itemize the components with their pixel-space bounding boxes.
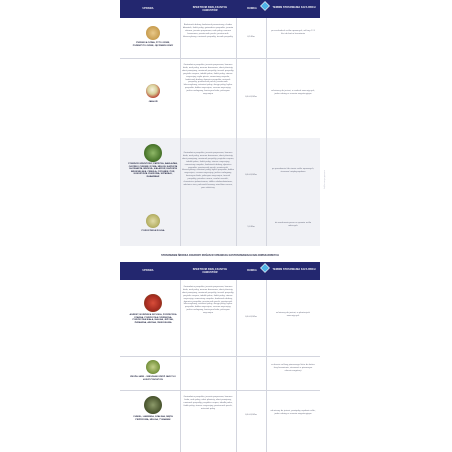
table1-header [120,0,320,18]
crop-photo-apple [146,84,160,98]
term-text: po posadzeniu lub siewie roślin uprawnych, stosować międzyrzędowo [271,168,315,173]
dose-value: 0,6–0,8 l/ha [245,96,257,98]
header-term: TERMIN STOSOWANIA FAZA BBCH [272,268,316,271]
spectrum-text: Bodziszek drobny, bodziszek porozcinany, chaber bławatek, fiołek polny, gwiazdnica pospolita, jasnota różowa, jasnota purpurowa, mak polny, maruna bezwonna, przetacznik perski, przetacznik bluszczykowy, rumianek pospolity, tasznik pospolity [182,24,234,38]
spectrum-text: Gwiazdnica pospolita, jasnota purpurowa, komosa biała, mak polny, rdest plamisty, rdest powojowy, rumianek pospolity, przytulia czepna, tobołki polne, fiołek polny, starzec zwyczajny, przetacznik perski, ostrożeń polny [183,396,233,410]
crop-name: AGREST, BORÓWKA WYSOKA, PORZECZKA CZARNA, PORZECZKA CZERWONA, PORZECZKA BIAŁA, MALINA, JEŻYNA, ŻURAWINA, ARONIA, ŚWIDOŚLIWA [129,314,177,324]
crop-photo-herbs [144,396,162,414]
header-term: TERMIN STOSOWANIA FAZA BBCH [272,6,316,9]
header-spectrum: SPEKTRUM ZWALCZANYCH CHWASTÓW [192,6,228,12]
term-text: w okresie od fazy pierwszego liścia do końca fazy krzewienia, stosować w pierwszym okresie wegetacji [271,364,315,372]
header-dose: DAWKA [247,269,257,272]
badge-icon [260,263,270,273]
dose-value: 1,0 l/ha [247,226,255,228]
crop-name: JABŁOŃ [148,101,158,103]
header-spectrum: SPEKTRUM ZWALCZANYCH CHWASTÓW [192,268,228,274]
crop-name: PSZENICA OZIMA, ŻYTO OZIME, PSZENŻYTO OZIME, JĘCZMIEŃ OZIMY [132,42,174,47]
spectrum-text: Gwiazdnica pospolita, jasnota purpurowa, komosa biała, mak polny, maruna bezwonna, rdest plamisty, rdest powojowy, rumianek pospolity, tasznik pospolity, przytulia czepna, tobołki polne, fiołek polny, starzec zwyczajny, wyka ptasia, samosiewy rzepaku, bodziszek drobny, dymnica pospolita, mniszek pospolity, przetacznik perski, przetacznik bluszczykowy, ostrożeń polny, skrzyp polny, bylica pospolita, babka zwyczajna, szczaw zwyczajny, jaskier rozłogowy, koniczyna biała, pokrzywa zwyczajna [182,64,234,96]
term-text: do zwalczania perzu w uprawie roślin rolniczych [274,222,312,227]
table2-row-3 [120,390,320,452]
term-text: od wiosny do jesieni, w sadach owocujących, jedno zabieg w sezonie wegetacyjnym [271,90,315,95]
header-dose: DAWKA [247,7,257,10]
badge-icon [260,1,270,11]
table1-row-2 [120,58,320,138]
table2-title: STOSOWANIE ŚRODKA OCHRONY ROŚLIN W UPRAWACH ZASTOSOWANIACH MAŁOOBSZAROWYCH [161,254,279,257]
table2-header [120,262,320,280]
table1-row-4 [120,210,320,246]
dose-value: 0,6–0,8 l/ha [245,414,257,416]
crop-name: POROSTNICA ROLNA [141,230,165,232]
header-crop: UPRAWA [142,7,154,10]
table1-row-3 [120,138,320,210]
crop-name: ZBOŻA JARE – MIESZANKI ZBÓŻ JARYCH I ŁUSZCZYNOWYCH [130,376,176,381]
dose-value: 0,6–0,8 l/ha [245,316,257,318]
crop-photo-vegetables [144,144,162,162]
crop-photo-berries [144,294,162,312]
crop-name: CHMIEL, LAWENDA, SZAŁWIA, MIĘTA PIEPRZOWA, MELISA, TYMIANEK [133,416,173,421]
term-text: od wiosny do jesieni, pomiędzy rzędami roślin, jeden zabieg w sezonie wegetacyjnym [270,410,316,415]
crop-photo-wheat [146,26,160,40]
crop-photo-grain [146,360,160,374]
crop-photo-grass [146,214,160,228]
spectrum-text: Gwiazdnica pospolita, jasnota purpurowa, komosa biała, mak polny, maruna bezwonna, rdest plamisty, rdest powojowy, rumianek pospolity, przytulia czepna, tobołki polne, fiołek polny, starzec zwyczajny, samosiewy rzepaku, bodziszek drobny, dymnica pospolita, przetacznik perski, przetacznik bluszczykowy, ostrożeń polny, bylica pospolita, babka zwyczajna, szczaw zwyczajny, jaskier rozłogowy, koniczyna biała, pokrzywa zwyczajna, tasznik pospolity, psianka czarna, szarłat szorstki, chwastnica jednostronna, żółtlica drobnokwiatowa, włośnica sina, palusznik krwawy, wiechlina roczna, perz właściwy [182,152,234,189]
document-page [120,0,320,452]
table1-row-1 [120,18,320,58]
term-text: od wiosny do jesieni, w plantacjach owocujących [275,312,311,317]
crop-name: POMIDOR GRUNTOWY, PAPRYKA, BAKŁAŻAN, OGÓRKI I CUKINIE, DYNIA, MELON, KAPUSTA GŁOWIASTA, BROKUŁ, KALAFIOR, KAPUSTA BRUKSELSKA, CEBULA, CZOSNEK, POR, KUKURYDZA CUKROWA, SZPARAGI, RABARBAR [128,163,178,178]
term-text: po wschodach roślin uprawnych, od fazy 2–3 liści do końca krzewienia [271,30,315,35]
table2-row-1 [120,280,320,356]
table2-row-2 [120,356,320,390]
dose-value: 0,6–0,8 l/ha [245,174,257,176]
header-crop: UPRAWA [142,269,154,272]
side-caption: materiał informacyjny [323,170,325,189]
dose-value: 0,5 l/ha [247,36,255,38]
spectrum-text: Gwiazdnica pospolita, jasnota purpurowa, komosa biała, mak polny, maruna bezwonna, rdest plamisty, rdest powojowy, rumianek pospolity, tasznik pospolity, przytulia czepna, tobołki polne, fiołek polny, starzec zwyczajny, samosiewy rzepaku, bodziszek drobny, dymnica pospolita, przetacznik perski, przetacznik bluszczykowy, ostrożeń polny, skrzyp polny, bylica pospolita, babka zwyczajna, szczaw zwyczajny, jaskier rozłogowy, koniczyna biała, pokrzywa zwyczajna [182,286,234,315]
